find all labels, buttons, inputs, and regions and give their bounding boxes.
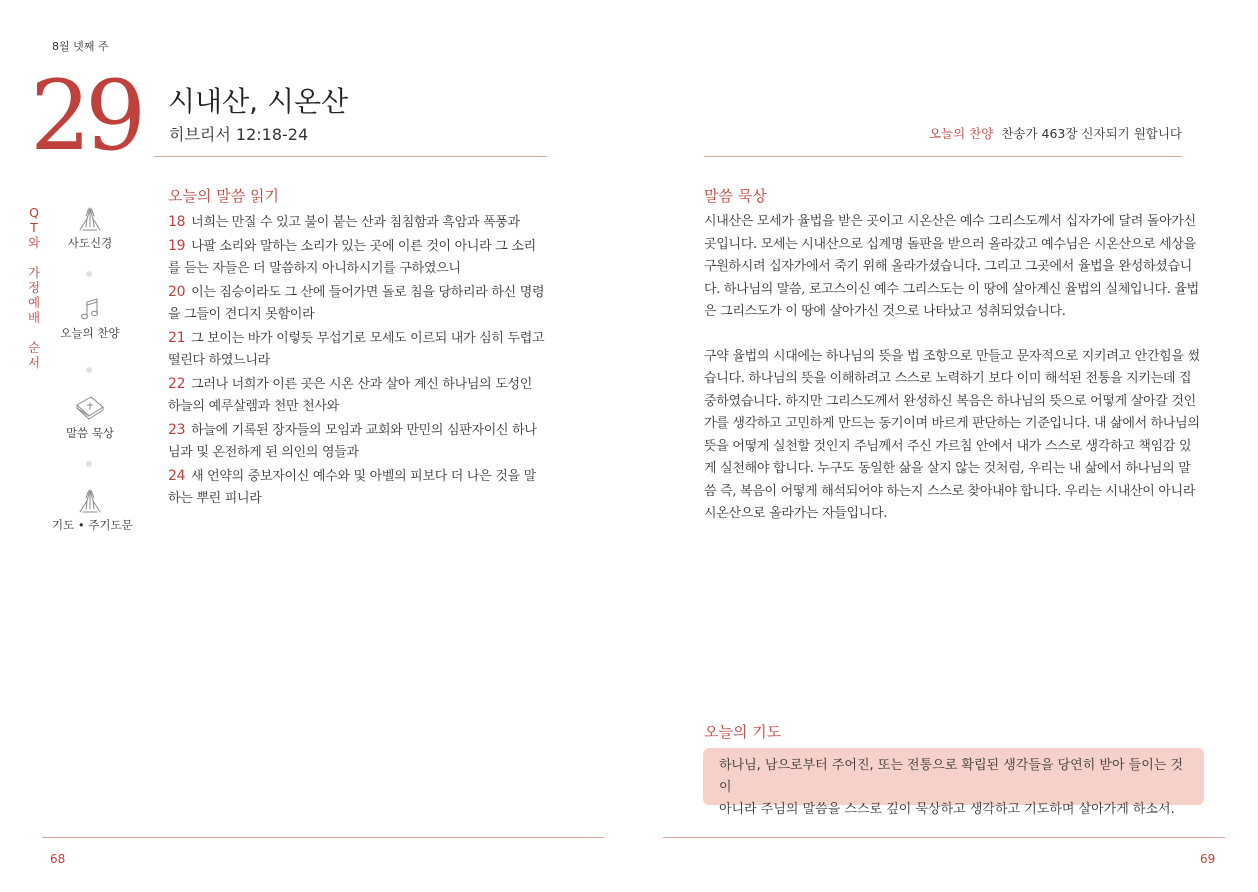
- sidebar-step-label: 오늘의 찬양: [60, 326, 120, 340]
- praying-hands-icon: [75, 205, 105, 233]
- footer-divider-left: [42, 837, 604, 838]
- sidebar-step-meditation: [52, 393, 128, 441]
- verse-text: 그 보이는 바가 이렇듯 무섭기로 모세도 이르되 내가 심히 두렵고 떨린다 하였느니라: [168, 330, 545, 368]
- sidebar-step-todays-hymn: [52, 297, 128, 341]
- footer-divider-right: [663, 837, 1225, 838]
- vertical-title-char: 순: [27, 340, 41, 355]
- page-number-left: 68: [50, 852, 66, 866]
- prayer-heading: 오늘의 기도: [704, 723, 782, 741]
- vertical-title-char: Q: [29, 205, 39, 220]
- vertical-title-char: T: [30, 220, 38, 235]
- music-note-icon: [75, 297, 105, 323]
- scripture-passage: 히브리서 12:18-24: [169, 125, 309, 144]
- week-label: 8월 넷째 주: [52, 40, 109, 53]
- hymn-text: 찬송가 463장 신자되기 원합니다: [1001, 126, 1182, 141]
- header-divider-right: [704, 156, 1182, 157]
- prayer-box: [703, 748, 1204, 817]
- praying-hands-icon: [75, 487, 105, 515]
- verse: [168, 419, 548, 465]
- meditation-paragraph: 시내산은 모세가 율법을 받은 곳이고 시온산은 예수 그리스도께서 십자가에 달려 돌아가신 곳입니다. 모세는 시내산으로 십계명 돌판을 받으러 올라갔고 예수님은 시온산으로 세상을 구원하시려 십자가에서 죽기 위해 올라가셨습니다. 그리고 그곳에서 율법을 완성하셨습니다. 하나님의 말씀, 로고스이신 예수 그리스도는 이 땅에 살아계신 율법의 실체입니다. 율법은 그리스도가 이 땅에 살아가신 것으로 나타났고 성취되었습니다.: [704, 214, 1199, 319]
- prayer-line: 하나님, 남으로부터 주어진, 또는 전통으로 확립된 생각들을 당연히 받아 들이는 것이: [719, 758, 1184, 795]
- page-title: 시내산, 시온산: [168, 85, 349, 118]
- verse: [168, 327, 548, 373]
- hymn-label: 오늘의 찬양: [928, 126, 994, 141]
- verse-number: 19: [168, 237, 186, 254]
- meditation-paragraph: 구약 율법의 시대에는 하나님의 뜻을 법 조항으로 만들고 문자적으로 지키려고 안간힘을 썼습니다. 하나님의 뜻을 이해하려고 스스로 노력하기 보다 이미 해석된 전통을 지키는데 집중하였습니다. 하지만 그리스도께서 완성하신 복음은 하나님의 뜻으로 어떻게 살아갈 것인가를 생각하고 고민하게 만드는 동기이며 바르게 판단하는 기준입니다. 내 삶에서 하나님의 뜻을 어떻게 실천할 것인지 주님께서 주신 가르침 안에서 내가 스스로 생각하고 책임감 있게 실천해야 합니다. 누구도 동일한 삶을 살지 않는 것처럼, 우리는 내 삶에서 하나님의 말씀 즉, 복음이 어떻게 해석되어야 하는지 스스로 찾아내야 합니다. 우리는 시내산이 아니라 시온산으로 올라가는 자들입니다.: [704, 348, 1200, 521]
- sidebar-step-label: 기도 • 주기도문: [52, 518, 133, 532]
- verse-number: 18: [168, 214, 186, 230]
- sidebar-step-prayer: [52, 487, 133, 533]
- vertical-title-char: 가: [27, 265, 41, 280]
- vertical-title-char: 배: [27, 310, 41, 325]
- verse: [168, 373, 548, 419]
- step-separator-dot: [86, 271, 92, 277]
- verse: [168, 281, 548, 327]
- verse: [168, 211, 548, 235]
- reading-heading: 오늘의 말씀 읽기: [168, 187, 279, 205]
- page-number-right: 69: [1200, 852, 1216, 866]
- verse-text: 그러나 너희가 이른 곳은 시온 산과 살아 계신 하나님의 도성인 하늘의 예루살렘과 천만 천사와: [168, 376, 533, 414]
- verse-number: 21: [168, 329, 186, 346]
- step-separator-dot: [86, 461, 92, 467]
- verse: [168, 235, 548, 281]
- verse-number: 20: [168, 283, 186, 300]
- prayer-line: 아니라 주님의 말씀을 스스로 깊이 묵상하고 생각하고 기도하며 살아가게 하소서.: [719, 802, 1175, 817]
- sidebar-step-label: 말씀 묵상: [65, 426, 115, 440]
- sidebar-step-label: 사도신경: [67, 236, 113, 250]
- header-divider-left: [154, 156, 547, 157]
- vertical-title-char: 와: [27, 235, 41, 250]
- verse-text: 이는 짐승이라도 그 산에 들어가면 돌로 침을 당하리라 하신 명령을 그들이 견디지 못함이라: [168, 284, 545, 322]
- day-number: 29: [30, 60, 141, 172]
- verse-number: 24: [168, 467, 186, 484]
- scripture-reading: [168, 211, 548, 511]
- vertical-title-char: 예: [27, 295, 41, 310]
- vertical-title-char: 서: [27, 355, 41, 370]
- sidebar-vertical-title: [27, 205, 41, 370]
- verse-number: 22: [168, 375, 186, 392]
- verse-text: 나팔 소리와 말하는 소리가 있는 곳에 이른 것이 아니라 그 소리를 듣는 자들은 더 말씀하지 아니하시기를 구하였으니: [168, 238, 536, 276]
- sidebar-step-apostles-creed: [52, 205, 128, 251]
- meditation-body: [704, 211, 1200, 526]
- todays-hymn: [929, 124, 1182, 142]
- verse-number: 23: [168, 421, 186, 438]
- verse: [168, 465, 548, 511]
- meditation-heading: 말씀 묵상: [704, 187, 767, 205]
- verse-text: 너희는 만질 수 있고 불이 붙는 산과 침침함과 흑암과 폭풍과: [191, 215, 520, 230]
- step-separator-dot: [86, 367, 92, 373]
- verse-text: 새 언약의 중보자이신 예수와 및 아벨의 피보다 더 나은 것을 말하는 뿌린 피니라: [168, 468, 536, 506]
- vertical-title-char: 정: [27, 280, 41, 295]
- verse-text: 하늘에 기록된 장자들의 모임과 교회와 만민의 심판자이신 하나님과 및 온전하게 된 의인의 영들과: [168, 422, 537, 460]
- bible-icon: [73, 393, 107, 423]
